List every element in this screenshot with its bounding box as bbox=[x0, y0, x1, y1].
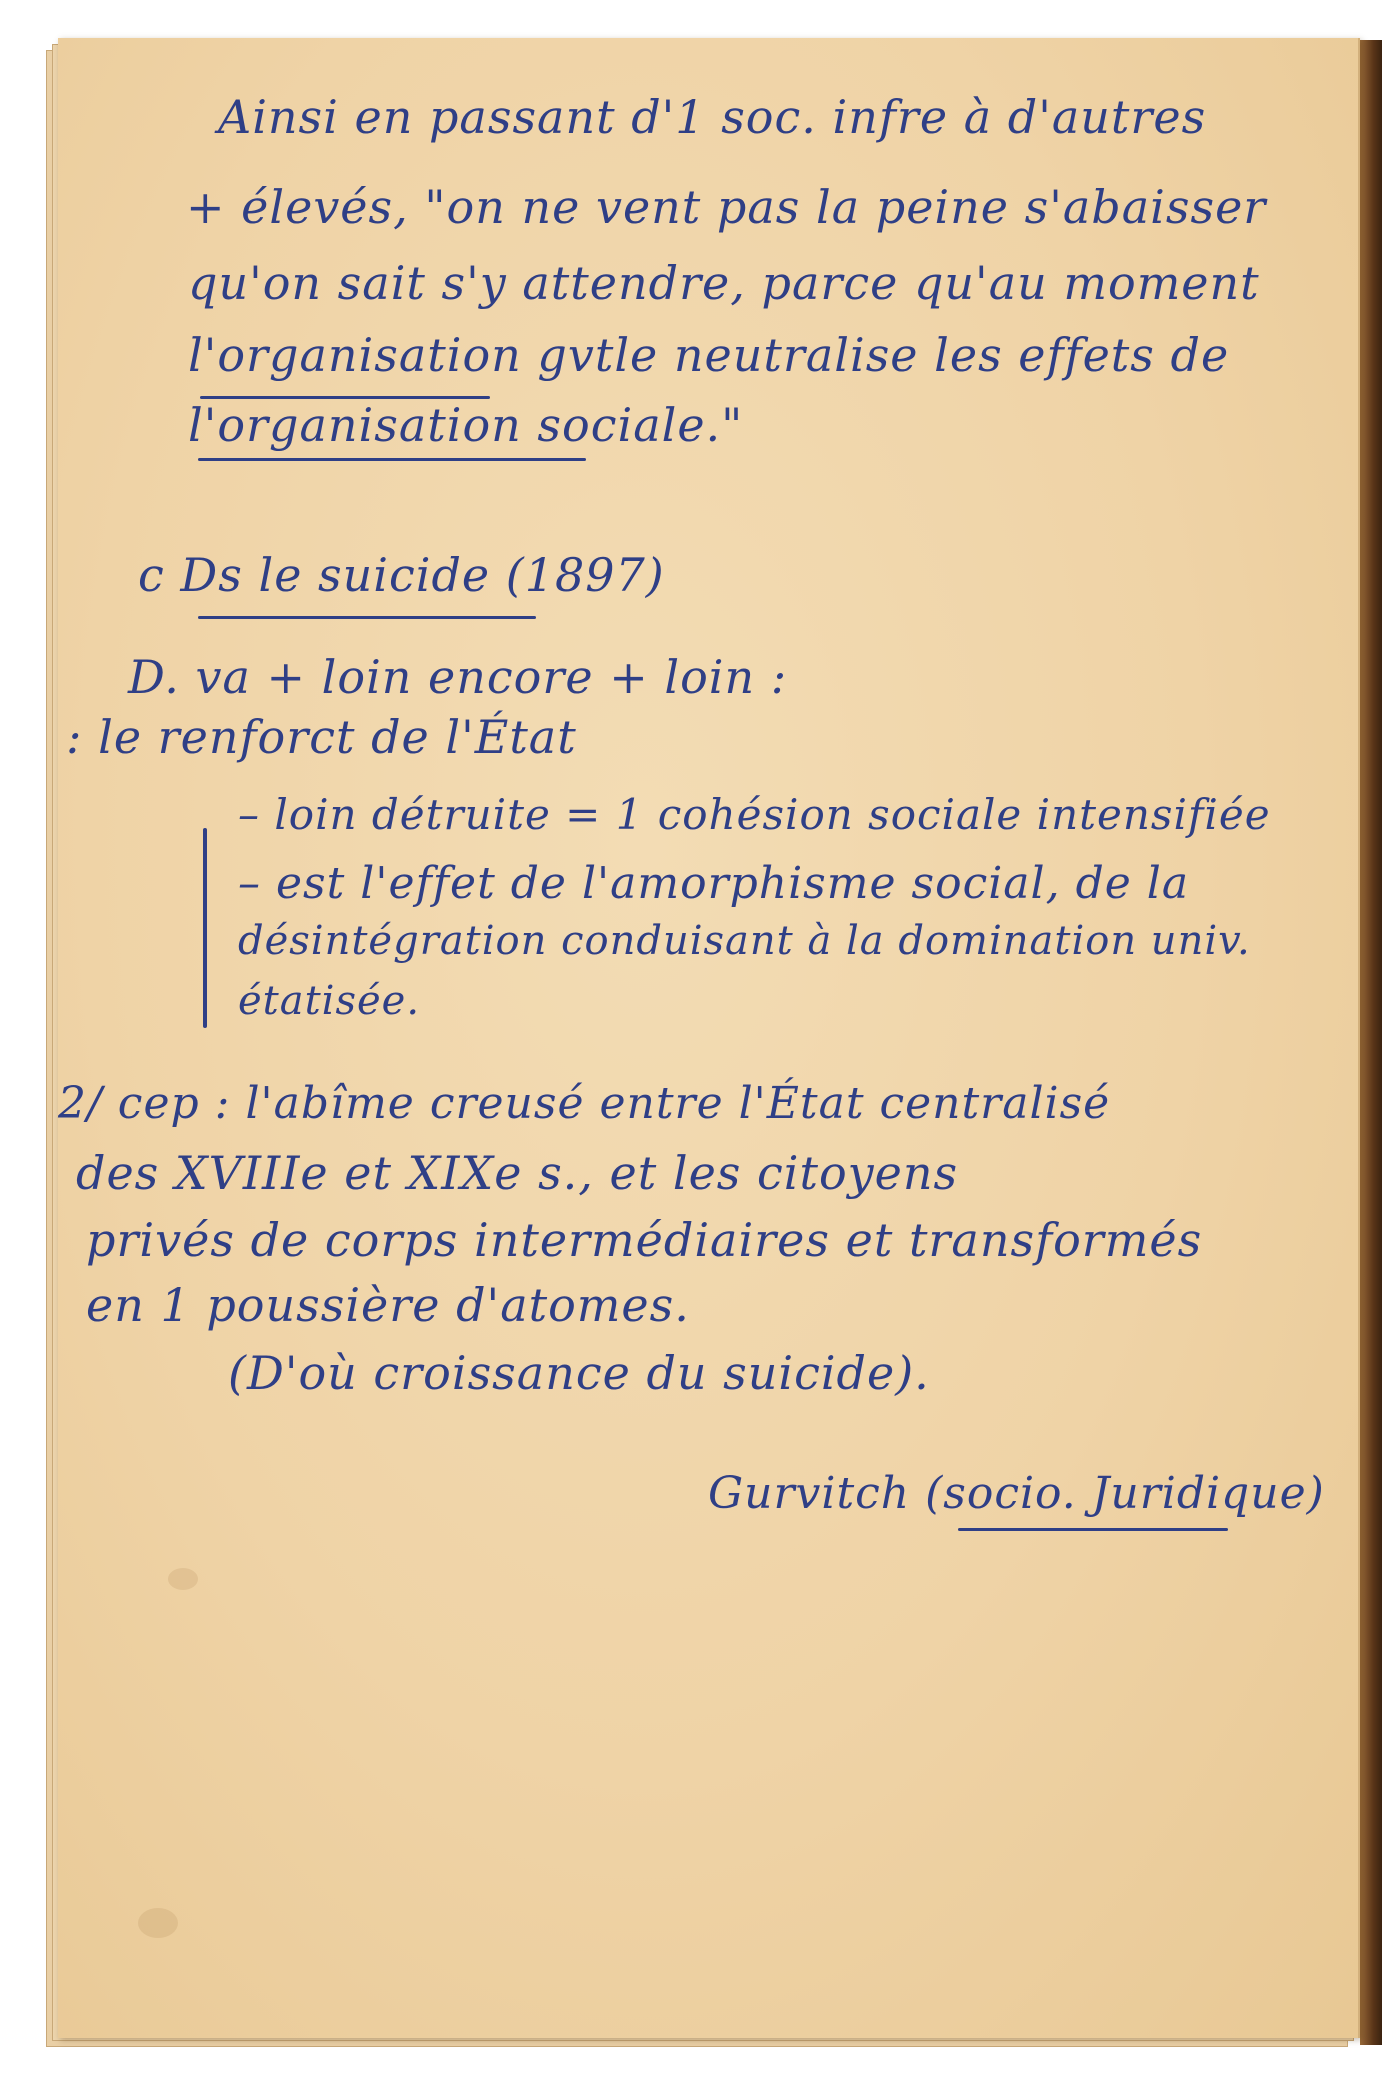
handwritten-line: privés de corps intermédiaires et transformés bbox=[86, 1213, 1203, 1267]
handwritten-line: : le renforct de l'État bbox=[66, 710, 577, 764]
handwritten-line: des XVIIIe et XIXe s., et les citoyens bbox=[76, 1146, 959, 1200]
handwritten-line: 2/ cep : l'abîme creusé entre l'État centralisé bbox=[58, 1078, 1111, 1129]
handwritten-line: Ainsi en passant d'1 soc. infre à d'autres bbox=[218, 90, 1207, 144]
margin-bracket bbox=[203, 828, 207, 1028]
handwritten-line: – est l'effet de l'amorphisme social, de la bbox=[238, 858, 1190, 909]
handwritten-line: D. va + loin encore + loin : bbox=[128, 650, 788, 704]
handwritten-line: étatisée. bbox=[238, 978, 421, 1024]
underline bbox=[958, 1528, 1228, 1531]
reference-note: Gurvitch (socio. Juridique) bbox=[708, 1468, 1325, 1519]
handwritten-line: (D'où croissance du suicide). bbox=[228, 1346, 930, 1400]
handwritten-line: l'organisation gvtle neutralise les effets de bbox=[188, 328, 1230, 382]
handwritten-line: qu'on sait s'y attendre, parce qu'au moment bbox=[188, 256, 1260, 310]
handwritten-line: en 1 poussière d'atomes. bbox=[86, 1278, 690, 1332]
notebook-binding bbox=[1360, 40, 1382, 2045]
handwritten-line: + élevés, "on ne vent pas la peine s'abaisser bbox=[186, 180, 1267, 234]
handwritten-line: désintégration conduisant à la domination univ. bbox=[238, 918, 1251, 964]
section-heading: c Ds le suicide (1897) bbox=[138, 548, 665, 602]
handwritten-line: l'organisation sociale." bbox=[188, 398, 744, 452]
underline bbox=[198, 458, 586, 461]
paper-stain bbox=[168, 1568, 198, 1590]
paper-stain bbox=[138, 1908, 178, 1938]
underline bbox=[198, 616, 536, 619]
handwritten-line: – loin détruite = 1 cohésion sociale intensifiée bbox=[238, 790, 1271, 839]
notebook-page bbox=[58, 38, 1360, 2038]
